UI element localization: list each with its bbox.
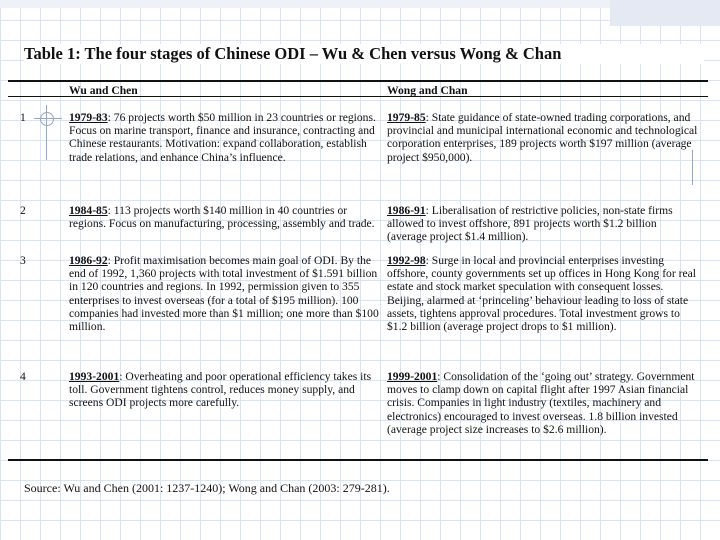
margin-marker — [692, 150, 697, 185]
stage-period: 1984-85 — [69, 204, 108, 217]
row-number: 2 — [20, 204, 26, 217]
row-number: 1 — [20, 111, 26, 124]
wu-chen-stage-1 — [69, 111, 381, 164]
wong-chan-stage-1 — [387, 111, 699, 164]
wong-chan-stage-3 — [387, 254, 699, 333]
stage-description: : Liberalisation of restrictive policies, non-state firms allowed to invest offshore, 891 projects worth $1.2 billion (average project $1.4 million). — [387, 204, 673, 244]
row-number: 3 — [20, 254, 26, 267]
stage-description: : 113 projects worth $140 million in 40 countries or regions. Focus on manufacturing, processing, assembly and trade. — [69, 204, 375, 231]
stage-description: : 76 projects worth $50 million in 23 countries or regions. Focus on marine transport, finance and insurance, contracting and Chinese restaurants. Motivation: expand collaboration, establish trade relations, and enhance China’s influence. — [69, 111, 376, 164]
stage-description: : State guidance of state-owned trading corporations, and provincial and municipal international economic and technological corporation enterprises, 189 projects worth $197 million (average project $950,000). — [387, 111, 698, 164]
table-source-note: Source: Wu and Chen (2001: 1237-1240); Wong and Chan (2003: 279-281). — [24, 481, 390, 495]
stage-description: : Surge in local and provincial enterprises investing offshore, county governments set up offices in Hong Kong for real estate and stock market speculation with consequent losses. Beijing, alarmed at ‘princeling’ behaviour leading to loss of state assets, tightens approval procedures. Total investment grows to $1.2 billion (average project drops to $1 million). — [387, 254, 696, 334]
wu-chen-stage-2 — [69, 204, 381, 230]
stage-period: 1999-2001 — [387, 370, 438, 383]
stage-period: 1979-83 — [69, 111, 108, 124]
table-title: Table 1: The four stages of Chinese ODI – Wu & Chen versus Wong & Chan — [24, 44, 704, 64]
stage-description: : Overheating and poor operational efficiency takes its toll. Government tightens control, reduces money supply, and screens ODI projects more carefully. — [69, 370, 372, 410]
stage-description: : Consolidation of the ‘going out’ strategy. Government moves to clamp down on capital flight after 1997 Asian financial crisis. Companies in light industry (textiles, machinery and electronics) encouraged to invest overseas. 1.8 billion invested (average project size increases to $2.6 million). — [387, 370, 695, 436]
stage-period: 1986-92 — [69, 254, 108, 267]
wu-chen-stage-3 — [69, 254, 381, 333]
crosshair-circle-icon — [40, 112, 54, 126]
wong-chan-stage-2 — [387, 204, 699, 244]
wu-chen-stage-4 — [69, 370, 381, 410]
corner-block — [610, 0, 720, 26]
row-number: 4 — [20, 370, 26, 383]
stage-period: 1979-85 — [387, 111, 426, 124]
table-bottom-rule — [8, 459, 708, 461]
header-wong-chan: Wong and Chan — [387, 84, 468, 97]
wong-chan-stage-4 — [387, 370, 699, 436]
table-top-rule — [8, 80, 708, 82]
stage-description: : Profit maximisation becomes main goal of ODI. By the end of 1992, 1,360 projects with total investment of $1.591 billion in 120 countries and regions. In 1992, permission given to 355 enterprises to invest overseas (for a total of $195 million). 100 companies had invested more than $1 million; one more than $100 million. — [69, 254, 379, 334]
stage-period: 1986-91 — [387, 204, 426, 217]
stage-period: 1993-2001 — [69, 370, 120, 383]
stage-period: 1992-98 — [387, 254, 426, 267]
header-wu-chen: Wu and Chen — [69, 84, 138, 97]
